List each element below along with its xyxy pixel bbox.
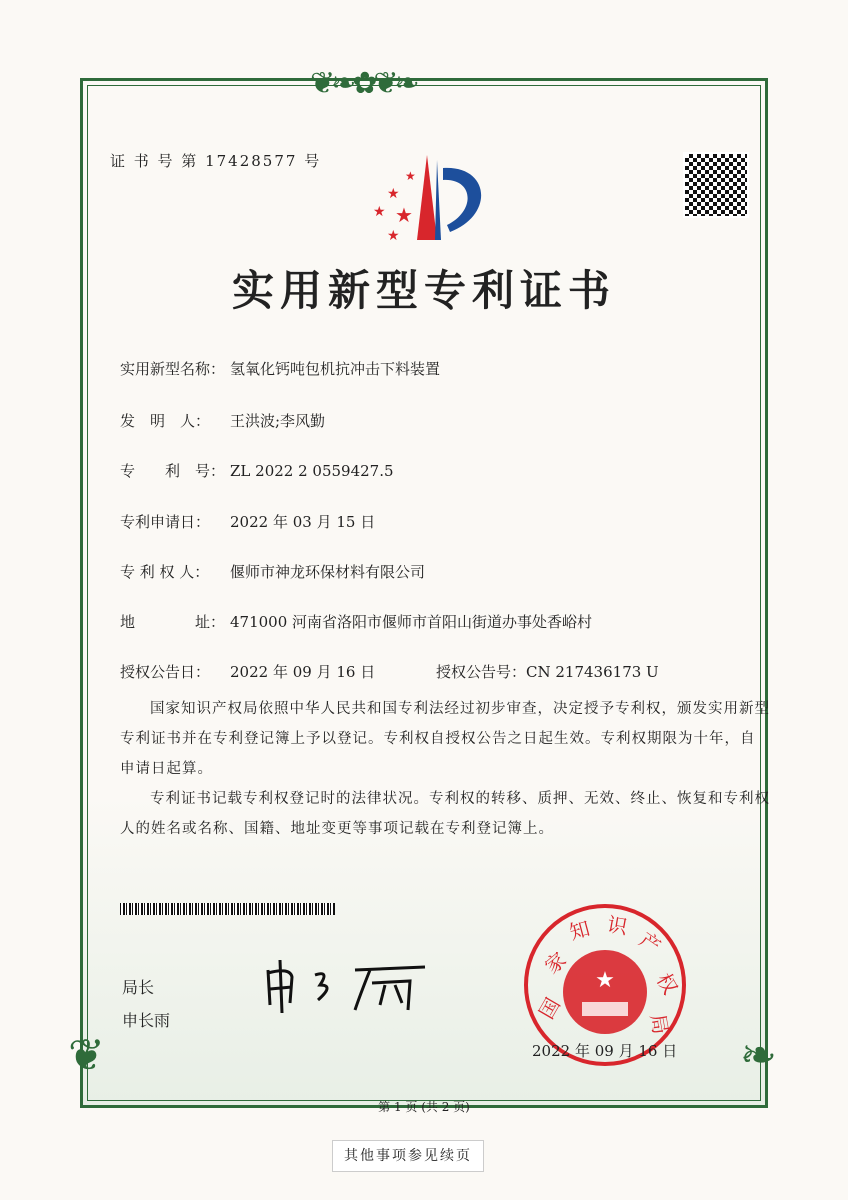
field-value: 2022 年 09 月 16 日 [230,663,376,681]
seal-date: 2022 年 09 月 16 日 [532,1042,678,1060]
field-value: 2022 年 03 月 15 日 [230,513,376,531]
svg-text:局: 局 [645,1012,673,1037]
paragraph-legal-status: 专利证书记载专利权登记时的法律状况。专利权的转移、质押、无效、终止、恢复和专利权人的姓名或名称、国籍、地址变更等事项记载在专利登记簿上。 [120,791,770,837]
field-label: 授权公告日： [120,663,211,681]
svg-text:国: 国 [534,993,565,1023]
field-label: 专 利 权 人： [120,563,210,581]
field-value: 王洪波;李风勤 [230,412,326,430]
svg-text:★: ★ [373,204,386,220]
svg-text:★: ★ [405,169,416,183]
field-patent-number [120,460,394,481]
paragraph-grant: 国家知识产权局依照中华人民共和国专利法经过初步审查，决定授予专利权，颁发实用新型专利证书并在专利登记簿上予以登记。专利权自授权公告之日起生效。专利权期限为十年，自申请日起算。 [120,701,770,777]
field-application-date [120,511,375,532]
bottom-right-ornament: ❧ [740,1030,777,1081]
svg-text:★: ★ [395,203,413,227]
field-label: 实用新型名称： [120,360,226,378]
field-label: 地 址： [120,613,226,631]
director-title: 局长 [122,978,155,997]
field-label: 专 利 号： [120,462,226,480]
svg-text:家: 家 [540,947,571,979]
page-number: 第 1 页 (共 2 页) [378,1100,470,1114]
certificate-number: 证 书 号 第 17428577 号 [110,152,322,170]
barcode [120,903,335,915]
signature [260,955,440,1015]
page-title: 实用新型专利证书 [231,266,616,315]
field-utility-model-name [120,358,440,379]
cnipa-logo [365,150,490,245]
continued-note: 其他事项参见续页 [332,1140,484,1172]
field-patentee [120,561,425,582]
field-value: 氢氧化钙吨包机抗冲击下料装置 [230,360,441,378]
field-grant-date [120,661,375,682]
svg-text:产: 产 [634,927,666,959]
svg-text:权: 权 [651,968,683,999]
field-value: 471000 河南省洛阳市偃师市首阳山街道办事处香峪村 [230,613,593,631]
svg-text:★: ★ [387,186,400,202]
field-value: ZL 2022 2 0559427.5 [230,462,394,480]
field-value: 偃师市神龙环保材料有限公司 [230,563,426,581]
field-label: 发 明 人： [120,412,211,430]
field-address [120,611,592,632]
field-inventor [120,410,325,431]
bottom-left-ornament: ❦ [68,1030,105,1081]
svg-text:识: 识 [605,911,630,940]
qr-code [683,152,749,218]
field-label: 专利申请日： [120,513,211,531]
field-value: CN 217436173 U [526,663,659,681]
svg-text:★: ★ [387,228,400,244]
top-ornament: ❦❧✿❦❧ [310,66,416,101]
svg-text:★: ★ [595,968,615,993]
director-name: 申长雨 [122,1011,171,1030]
field-announcement-number [436,661,659,682]
svg-text:知: 知 [566,916,593,945]
field-label: 授权公告号： [436,663,527,681]
